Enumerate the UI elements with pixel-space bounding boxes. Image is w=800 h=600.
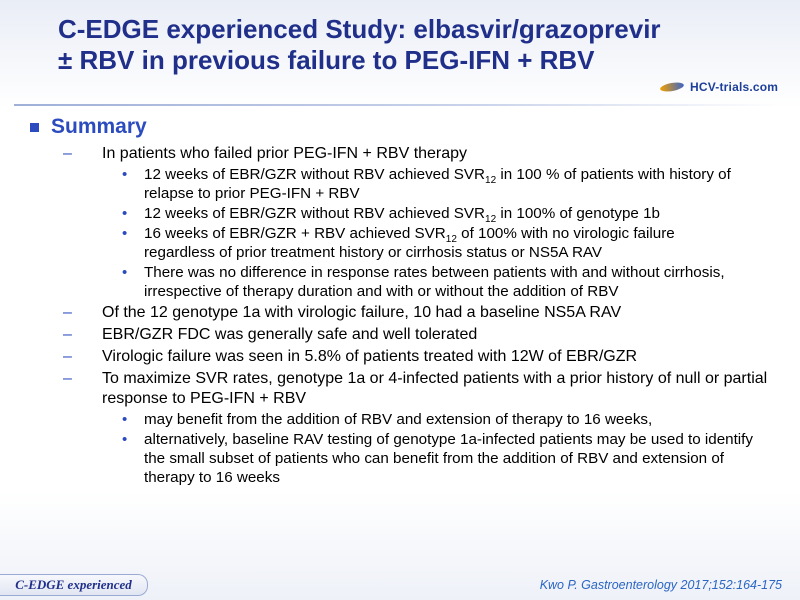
subpoint-text: alternatively, baseline RAV testing of genotype 1a-infected patients may be used to identify the small subset of patients who can benefit from the addition of RBV and extension of therapy to 16 weeks (144, 431, 753, 486)
dot-bullet-icon: • (122, 431, 128, 448)
dot-bullet-icon: • (122, 264, 128, 281)
subscript: 12 (485, 214, 497, 226)
title-divider (14, 104, 784, 106)
subscript: 12 (485, 175, 497, 187)
summary-point (58, 347, 782, 367)
dot-bullet-icon: • (122, 225, 128, 242)
dash-bullet-icon: – (63, 145, 72, 162)
summary-heading: Summary (51, 115, 147, 138)
dot-bullet-icon: • (122, 205, 128, 222)
hcv-trials-logo (660, 76, 778, 98)
subpoint-text-cont: in 100 % of patients with history of relapse to prior PEG-IFN + RBV (144, 166, 731, 202)
summary-subpoint (122, 410, 762, 429)
summary-subpoint (122, 204, 762, 226)
subpoint-text: 12 weeks of EBR/GZR without RBV achieved SVR (144, 205, 486, 222)
subpoint-text: There was no difference in response rates between patients with and without cirrhosis, irrespective of therapy duration and with or without the addition of RBV (144, 264, 725, 300)
title-line-1: C-EDGE experienced Study: elbasvir/grazoprevir (58, 14, 661, 44)
dot-bullet-icon: • (122, 411, 128, 428)
subpoint-text-cont: in 100% of genotype 1b (496, 205, 660, 222)
summary-subpoint (122, 224, 732, 262)
dot-bullet-icon: • (122, 166, 128, 183)
slide-content (22, 114, 782, 487)
summary-subpoint (122, 430, 762, 487)
summary-header (22, 114, 782, 140)
slide-title (58, 14, 778, 76)
summary-point-text: EBR/GZR FDC was generally safe and well tolerated (102, 326, 478, 343)
dash-bullet-icon: – (63, 370, 72, 387)
study-tag: C-EDGE experienced (0, 574, 148, 596)
dash-bullet-icon: – (63, 326, 72, 343)
subpoint-text: 16 weeks of EBR/GZR + RBV achieved SVR (144, 225, 446, 242)
subpoint-text-cont: of 100% with no virologic failure regardless of prior treatment history or cirrhosis status or NS5A RAV (144, 225, 675, 261)
dash-bullet-icon: – (63, 304, 72, 321)
summary-point-text: Of the 12 genotype 1a with virologic failure, 10 had a baseline NS5A RAV (102, 304, 622, 321)
dash-bullet-icon: – (63, 348, 72, 365)
summary-point (58, 144, 782, 164)
summary-point (58, 303, 782, 323)
summary-point-text: Virologic failure was seen in 5.8% of patients treated with 12W of EBR/GZR (102, 348, 638, 365)
summary-point-text: To maximize SVR rates, genotype 1a or 4-infected patients with a prior history of null or partial response to PEG-IFN + RBV (102, 370, 768, 407)
square-bullet-icon (30, 123, 39, 132)
subscript: 12 (445, 234, 457, 246)
summary-point-text: In patients who failed prior PEG-IFN + RBV therapy (102, 145, 468, 162)
summary-point (58, 369, 782, 409)
summary-point (58, 325, 782, 345)
logo-swoosh-icon (660, 80, 686, 94)
summary-subpoint (122, 263, 762, 301)
logo-text: HCV-trials.com (690, 80, 779, 94)
subpoint-text: may benefit from the addition of RBV and extension of therapy to 16 weeks, (144, 411, 653, 428)
subpoint-text: 12 weeks of EBR/GZR without RBV achieved SVR (144, 166, 486, 183)
reference-citation: Kwo P. Gastroenterology 2017;152:164-175 (539, 578, 782, 592)
summary-subpoint (122, 165, 732, 203)
title-line-2: ± RBV in previous failure to PEG-IFN + RBV (58, 45, 595, 75)
